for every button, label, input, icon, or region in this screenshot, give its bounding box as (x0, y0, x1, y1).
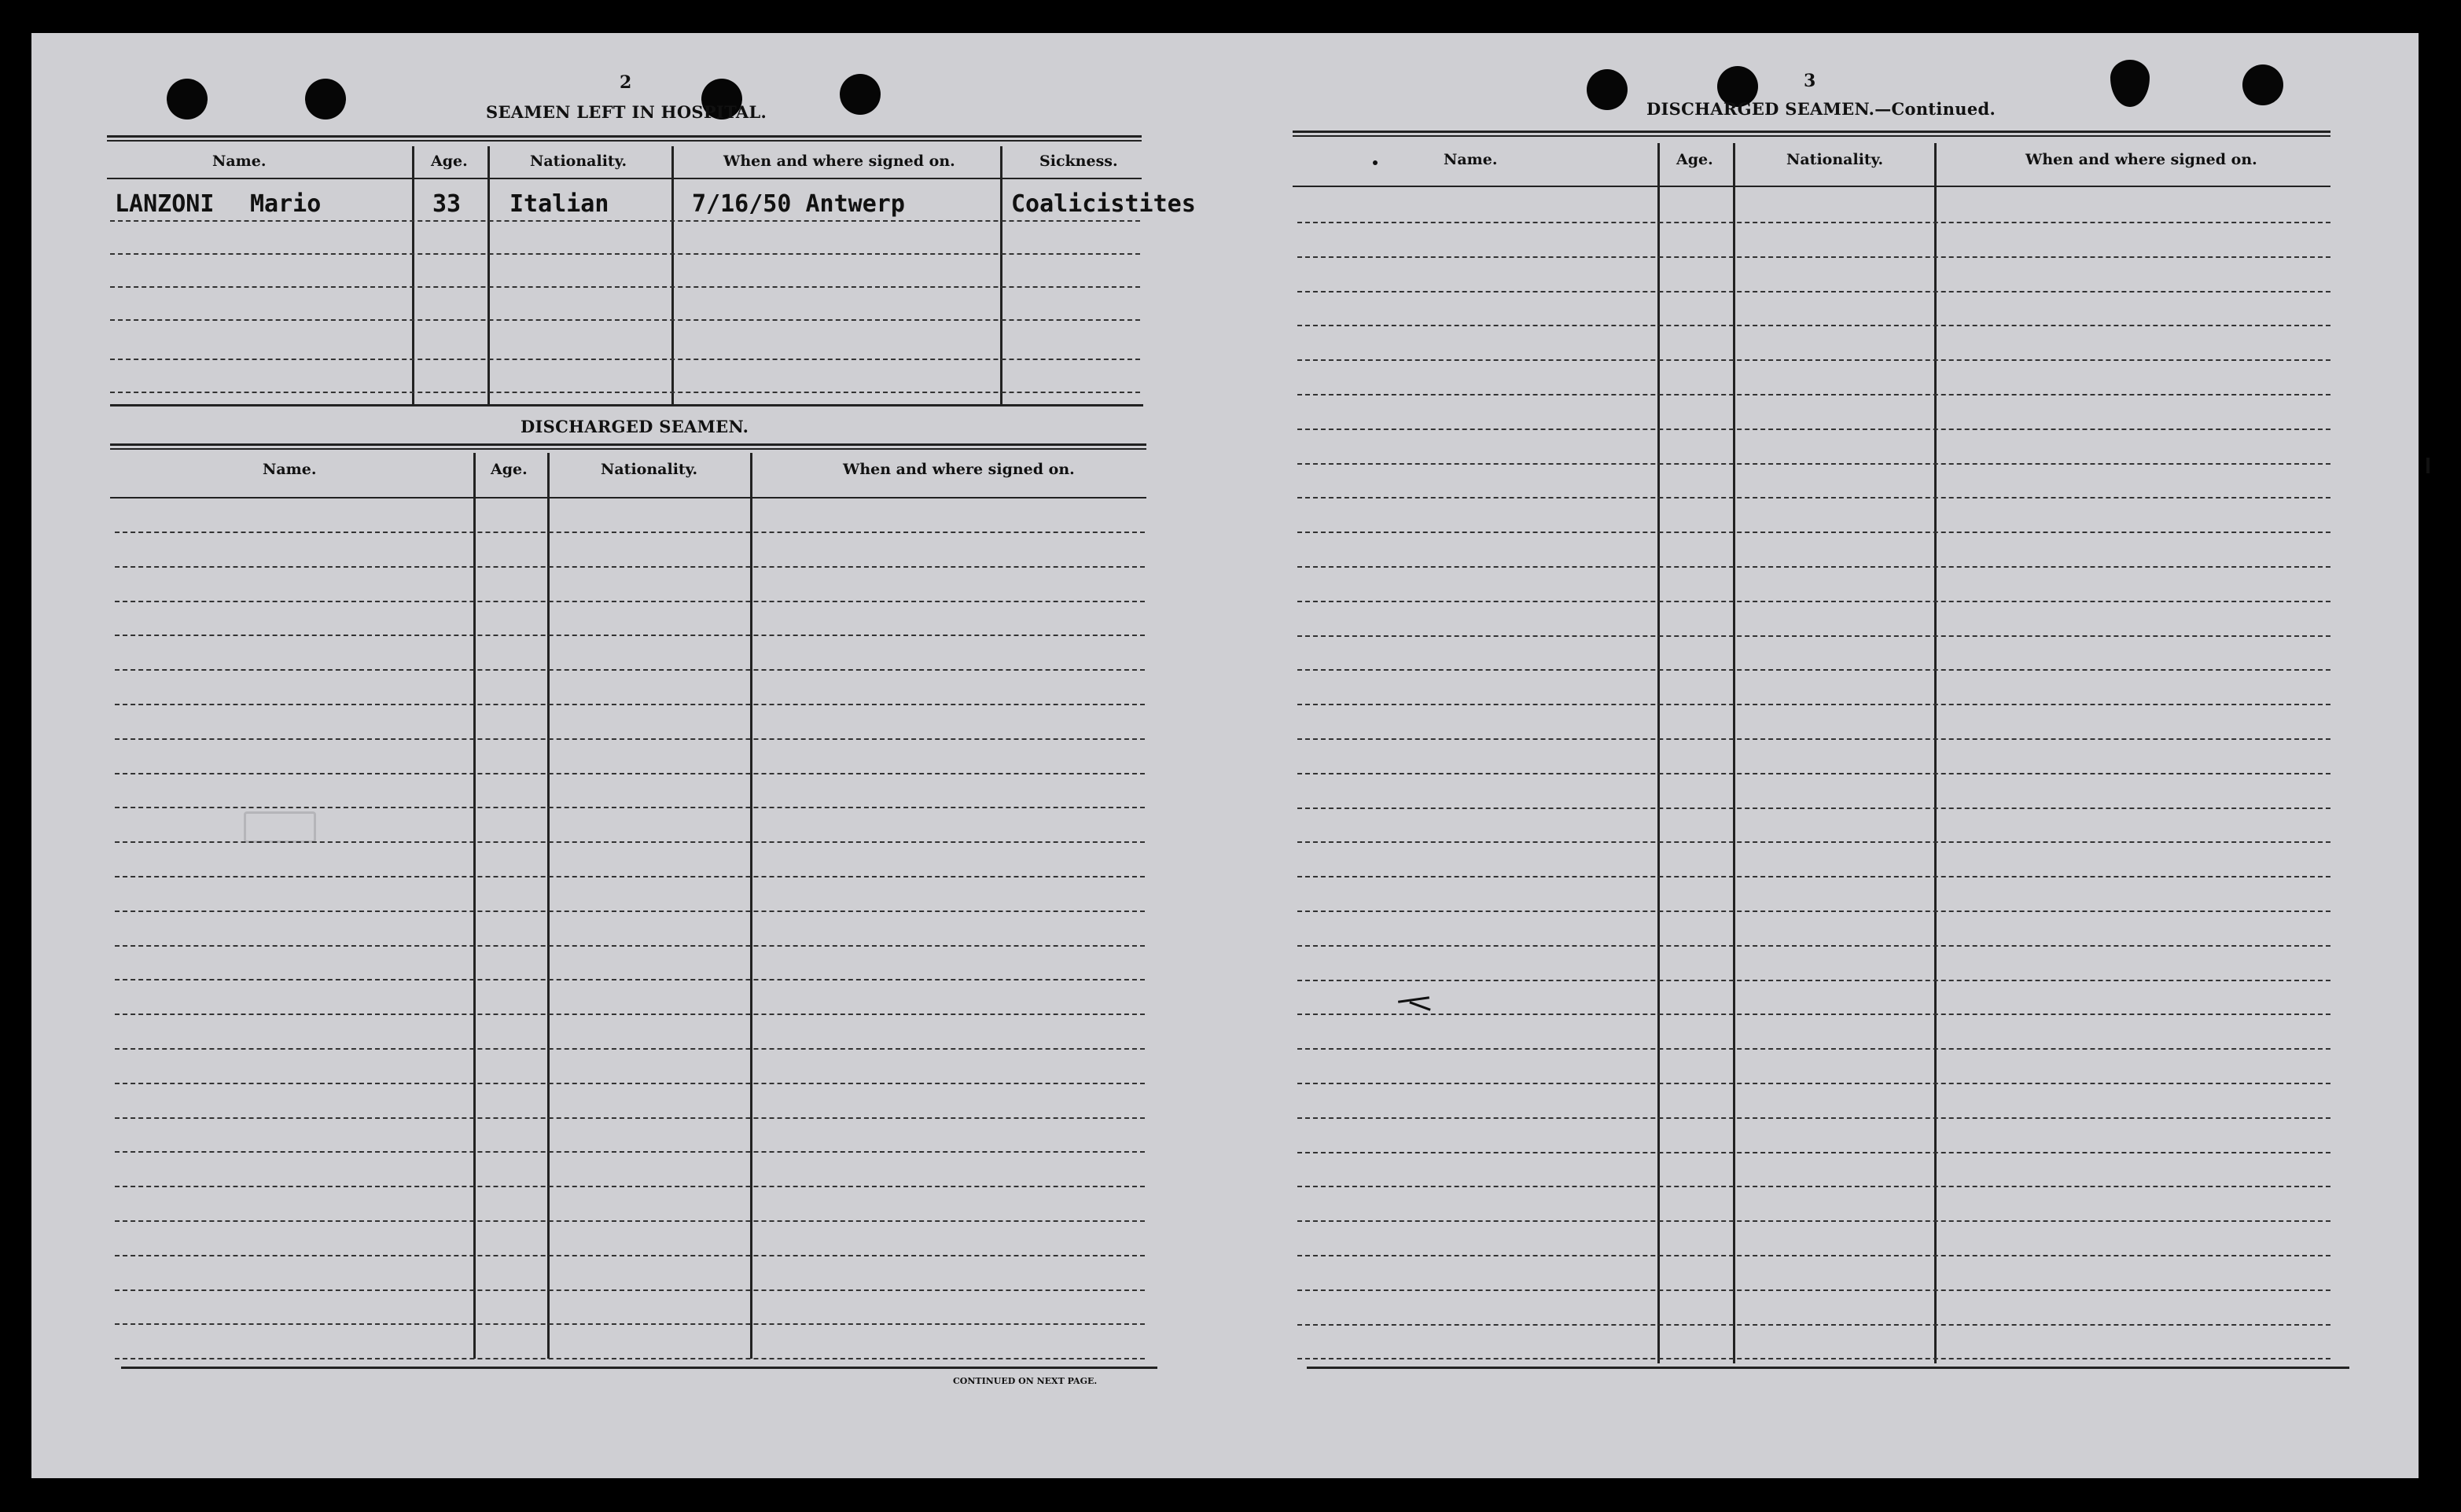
hospital-table-top-rule (107, 135, 1142, 138)
table-row-line (1297, 566, 2330, 568)
hospital-header-signed-on: When and where signed on. (723, 153, 955, 170)
table-row-line (115, 979, 1145, 980)
punch-hole (305, 79, 346, 120)
table-row-line (1297, 1117, 2330, 1119)
discharged-column-rule-left (473, 453, 476, 1359)
punch-hole (167, 79, 208, 120)
ledger-sheet (31, 33, 2419, 1478)
table-row-line (1297, 256, 2330, 258)
discharged-header-name-left: Name. (263, 461, 317, 478)
table-row-line (1297, 222, 2330, 223)
table-row-line (1297, 841, 2330, 843)
table-row-line (115, 566, 1145, 568)
table-row-line (115, 1048, 1145, 1050)
hospital-row-line (110, 220, 1140, 222)
table-row-line (1297, 1083, 2330, 1084)
table-row-line (115, 1323, 1145, 1325)
hospital-header-age: Age. (431, 153, 468, 170)
table-row-line (115, 876, 1145, 877)
discharged-header-rule-left (110, 497, 1146, 498)
table-row-line (1297, 1358, 2330, 1359)
discharged-column-rule-left (547, 453, 550, 1359)
table-row-line (1297, 911, 2330, 912)
table-row-line (1297, 1152, 2330, 1153)
table-row-line (115, 738, 1145, 740)
table-row-line (1297, 1048, 2330, 1050)
table-row-line (1297, 1255, 2330, 1256)
table-row-line (1297, 876, 2330, 877)
seaman-sickness: Coalicistites (1011, 190, 1196, 218)
hospital-row-line (110, 392, 1140, 393)
hospital-column-rule (487, 146, 490, 404)
table-row-line (1297, 601, 2330, 602)
table-row-line (115, 532, 1145, 533)
table-row-line (1297, 1220, 2330, 1222)
table-row-line (1297, 773, 2330, 774)
hospital-header-nationality: Nationality. (530, 153, 627, 170)
discharged-table-bottom-rule-left (121, 1367, 1157, 1369)
discharged-header-signed-on-left: When and where signed on. (843, 461, 1075, 478)
ink-speck (2426, 458, 2430, 473)
table-row-line (1297, 635, 2330, 637)
table-row-line (1297, 669, 2330, 671)
table-row-line (1297, 1289, 2330, 1291)
table-row-line (1297, 394, 2330, 395)
hospital-column-rule (1000, 146, 1002, 404)
discharged-section-title-left: DISCHARGED SEAMEN. (521, 417, 749, 436)
table-row-line (1297, 945, 2330, 947)
punch-hole (2242, 64, 2283, 105)
table-row-line (1297, 532, 2330, 533)
hospital-table-top-rule (107, 140, 1142, 142)
ink-speck (1373, 160, 1378, 165)
table-row-line (115, 601, 1145, 602)
table-row-line (1297, 429, 2330, 430)
seaman-surname: LANZONI (115, 190, 215, 218)
table-row-line (115, 704, 1145, 705)
table-row-line (115, 773, 1145, 774)
punch-hole (840, 74, 881, 115)
table-row-line (1297, 497, 2330, 498)
table-row-line (115, 1358, 1145, 1359)
right-header-rule (1293, 186, 2330, 187)
table-row-line (115, 1117, 1145, 1119)
punch-hole (2110, 60, 2150, 107)
discharged-column-rule-left (750, 453, 752, 1359)
table-row-line (115, 1014, 1145, 1015)
continued-footer: CONTINUED ON NEXT PAGE. (953, 1376, 1098, 1386)
discharged-header-age-left: Age. (491, 461, 528, 478)
page-number-left: 2 (620, 72, 632, 93)
table-row-line (1297, 359, 2330, 361)
table-row-line (1297, 738, 2330, 740)
table-row-line (115, 635, 1145, 636)
seaman-nationality: Italian (509, 190, 609, 218)
table-row-line (115, 1289, 1145, 1291)
right-header-name: Name. (1444, 151, 1498, 168)
ink-scribble (1409, 1001, 1430, 1010)
right-table-top-rule (1293, 135, 2330, 137)
right-table-top-rule (1293, 131, 2330, 133)
table-row-line (115, 1255, 1145, 1256)
table-row-line (115, 1083, 1145, 1084)
discharged-continued-title: DISCHARGED SEAMEN.—Continued. (1646, 99, 1996, 119)
table-row-line (1297, 1186, 2330, 1187)
hospital-header-sickness: Sickness. (1039, 153, 1118, 170)
hospital-row-line (110, 286, 1140, 288)
hospital-row-line (110, 359, 1140, 360)
table-row-line (115, 1151, 1145, 1153)
hospital-header-rule (107, 178, 1142, 179)
hospital-header-name: Name. (212, 153, 267, 170)
right-header-nationality: Nationality. (1786, 151, 1884, 168)
table-row-line (115, 911, 1145, 912)
table-row-line (1297, 291, 2330, 292)
table-row-line (115, 1220, 1145, 1222)
right-table-bottom-rule (1307, 1367, 2349, 1369)
right-header-age: Age. (1676, 151, 1713, 168)
hospital-row-line (110, 319, 1140, 321)
bleed-through-mark (244, 811, 316, 843)
table-row-line (115, 945, 1145, 947)
table-row-line (115, 807, 1145, 808)
page-number-right: 3 (1804, 71, 1816, 91)
hospital-column-rule (671, 146, 674, 404)
punch-hole (1587, 69, 1628, 110)
table-row-line (1297, 704, 2330, 705)
table-row-line (1297, 325, 2330, 326)
table-row-line (1297, 463, 2330, 465)
table-row-line (1297, 1324, 2330, 1326)
right-header-signed-on: When and where signed on. (2025, 151, 2257, 168)
hospital-column-rule (412, 146, 414, 404)
hospital-row-line (110, 253, 1140, 255)
hospital-table-bottom-rule (110, 404, 1143, 407)
table-row-line (1297, 808, 2330, 809)
hospital-section-title: SEAMEN LEFT IN HOSPITAL. (486, 102, 767, 122)
seaman-age: 33 (432, 190, 462, 218)
discharged-table-top-rule (110, 448, 1146, 450)
table-row-line (1297, 1014, 2330, 1015)
discharged-header-nationality-left: Nationality. (601, 461, 698, 478)
seaman-given-name: Mario (250, 190, 322, 218)
table-row-line (115, 669, 1145, 671)
table-row-line (115, 1186, 1145, 1187)
seaman-signed-on: 7/16/50 Antwerp (692, 190, 905, 218)
discharged-table-top-rule (110, 443, 1146, 446)
table-row-line (1297, 980, 2330, 981)
